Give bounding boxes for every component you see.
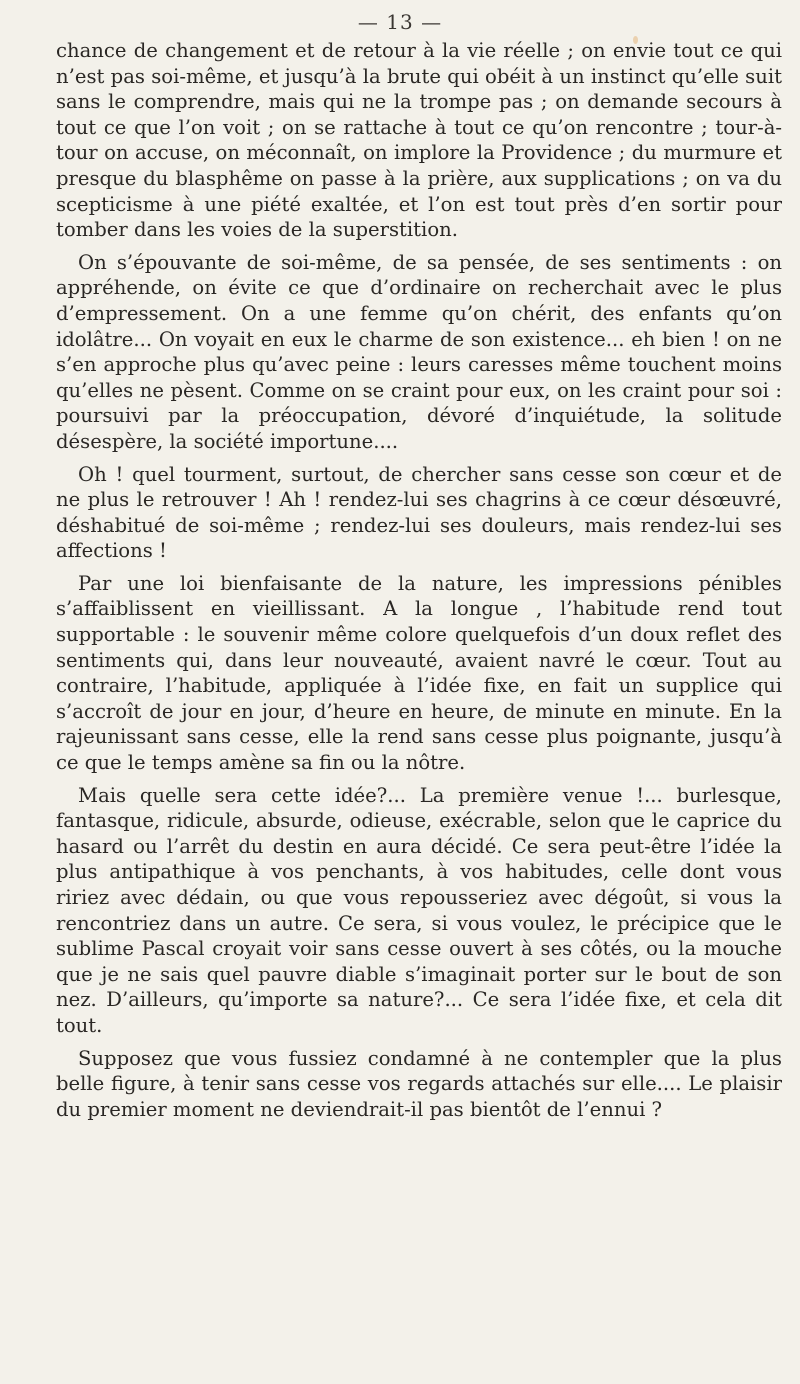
- paragraph-5: Mais quelle sera cette idée?... La première venue !... burlesque, fantasque, ridicule, absurde, odieuse, exécrable, selon que le caprice du hasard ou l’arrêt du destin en aura décidé. Ce sera peut-être l’idée la plus antipathique à vos penchants, à vos habitudes, celle dont vous ririez avec dédain, ou que vous repousseriez avec dégoût, si vous la rencontriez dans un autre. Ce sera, si vous voulez, le précipice que le sublime Pascal croyait voir sans cesse ouvert à ses côtés, ou la mouche que je ne sais quel pauvre diable s’imaginait porter sur le bout de son nez. D’ailleurs, qu’importe sa nature?... Ce sera l’idée fixe, et cela dit tout.: [56, 783, 782, 1037]
- paragraph-4: Par une loi bienfaisante de la nature, les impressions pénibles s’affaiblissent en vieillissant. A la longue , l’habitude rend tout supportable : le souvenir même colore quelquefois d’un doux reflet des sentiments qui, dans leur nouveauté, avaient navré le cœur. Tout au contraire, l’habitude, appliquée à l’idée fixe, en fait un supplice qui s’accroît de jour en jour, d’heure en heure, de minute en minute. En la rajeunissant sans cesse, elle la rend sans cesse plus poignante, jusqu’à ce que le temps amène sa fin ou la nôtre.: [56, 571, 782, 775]
- page-number: — 13 —: [357, 10, 443, 34]
- paragraph-2: On s’épouvante de soi-même, de sa pensée, de ses sentiments : on appréhende, on évite ce que d’ordinaire on recherchait avec le plus d’empressement. On a une femme qu’on chérit, des enfants qu’on idolâtre... On voyait en eux le charme de son existence... eh bien ! on ne s’en approche plus qu’avec peine : leurs caresses même touchent moins qu’elles ne pèsent. Comme on se craint pour eux, on les craint pour soi : poursuivi par la préoccupation, dévoré d’inquiétude, la solitude désespère, la société importune....: [56, 250, 782, 453]
- page-body: [56, 38, 782, 1122]
- paragraph-1: chance de changement et de retour à la vie réelle ; on envie tout ce qui n’est pas soi-même, et jusqu’à la brute qui obéit à un instinct qu’elle suit sans le comprendre, mais qui ne la trompe pas ; on demande secours à tout ce que l’on voit ; on se rattache à tout ce qu’on rencontre ; tour-à-tour on accuse, on méconnaît, on implore la Providence ; du murmure et presque du blasphême on passe à la prière, aux supplications ; on va du scepticisme à une piété exaltée, et l’on est tout près d’en sortir pour tomber dans les voies de la superstition.: [56, 39, 782, 242]
- paragraph-3: Oh ! quel tourment, surtout, de chercher sans cesse son cœur et de ne plus le retrouver ! Ah ! rendez-lui ses chagrins à ce cœur désœuvré, déshabitué de soi-même ; rendez-lui ses douleurs, mais rendez-lui ses affections !: [56, 462, 782, 563]
- paragraph-6: Supposez que vous fussiez condamné à ne contempler que la plus belle figure, à tenir sans cesse vos regards attachés sur elle.... Le plaisir du premier moment ne deviendrait-il pas bientôt de l’ennui ?: [56, 1046, 782, 1121]
